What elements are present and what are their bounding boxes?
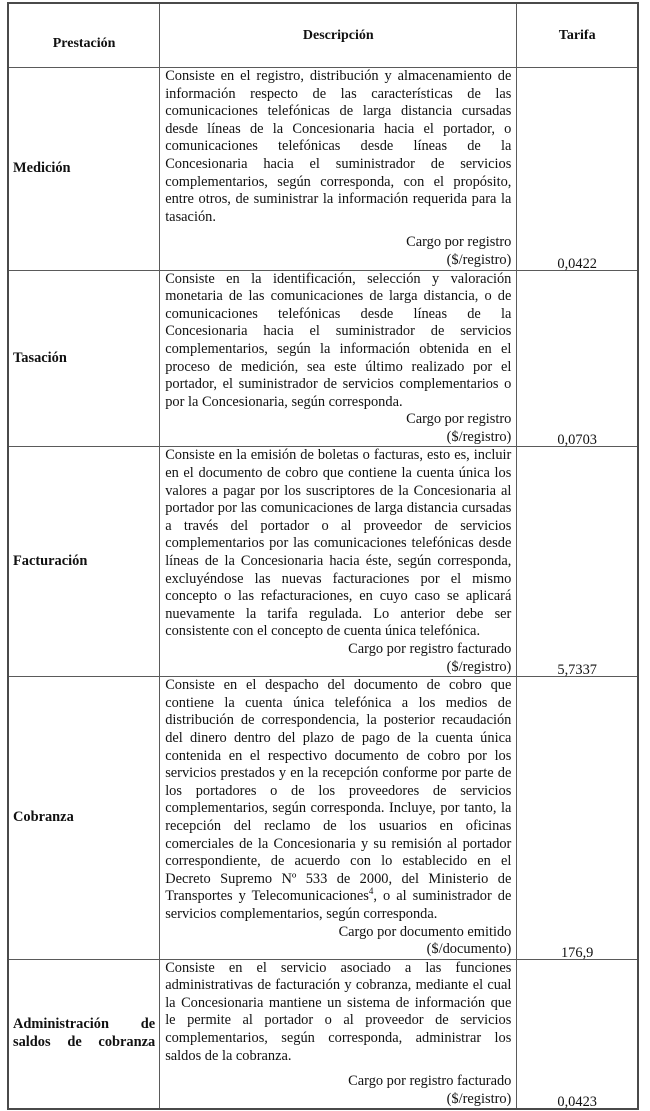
- tariff-table: [7, 2, 639, 1110]
- tarifa-value: 176,9: [560, 944, 594, 961]
- descripcion-cell: [160, 677, 517, 960]
- tarifa-cell: [517, 447, 638, 677]
- descripcion-text: Consiste en el servicio asociado a las funciones administrativas de facturación y cobranza, mediante el cual la Concesionaria mantiene un sistema de información que le permite al portador o al proveedor de servicios complementarios, según corresponda, administrar los saldos de la cobranza.: [165, 959, 512, 1064]
- tarifa-cell: [517, 959, 638, 1109]
- header-prestacion: Prestación: [8, 3, 160, 68]
- cargo-label: Cargo por documento emitido: [338, 923, 512, 940]
- cargo-label: Cargo por registro: [406, 411, 512, 428]
- prestacion-cell: Medición: [8, 68, 160, 271]
- descripcion-text-part: Consiste en el despacho del documento de cobro que contiene la cuenta única telefónica a los medios de distribución de correspondencia, la posterior recaudación del dinero dentro del plazo de pago de la cuenta única contenida en el respectivo documento de cobro por los servicios prestados y en la recepción conforme por parte de los portadores o de los proveedores de servicios complementarios, según corresponda. Incluye, por tanto, la recepción del reclamo de los usuarios en oficinas comerciales de la Concesionaria y su remisión al portador correspondiente, de acuerdo con lo establecido en el Decreto Supremo Nº 533 de 2000, del Ministerio de Transportes y Telecomunicaciones: [165, 677, 512, 905]
- header-descripcion: Descripción: [160, 3, 517, 68]
- unit-label: ($/documento): [426, 941, 512, 958]
- table-row: [8, 270, 638, 447]
- tarifa-value: 0,0703: [557, 432, 597, 449]
- tarifa-cell: [517, 68, 638, 271]
- tarifa-value: 0,0422: [557, 255, 597, 272]
- prestacion-cell: Cobranza: [8, 677, 160, 960]
- tarifa-value: 5,7337: [557, 662, 597, 679]
- cargo-label: Cargo por registro facturado: [348, 1073, 512, 1090]
- prestacion-cell: Administración de saldos de cobranza: [8, 959, 160, 1109]
- tarifa-value: 0,0423: [557, 1094, 597, 1111]
- cargo-label: Cargo por registro facturado: [348, 641, 512, 657]
- unit-label: ($/registro): [446, 658, 512, 675]
- table-row: [8, 447, 638, 677]
- tarifa-cell: [517, 270, 638, 447]
- descripcion-cell: [160, 68, 517, 271]
- footnote-marker: 4: [368, 886, 374, 897]
- descripcion-cell: [160, 447, 517, 677]
- prestacion-cell: Tasación: [8, 270, 160, 447]
- unit-label: ($/registro): [446, 1090, 512, 1107]
- header-tarifa: Tarifa: [517, 3, 638, 68]
- unit-label: ($/registro): [446, 251, 512, 268]
- cargo-label: Cargo por registro: [406, 234, 512, 251]
- table-row: [8, 959, 638, 1109]
- descripcion-text: Consiste en el registro, distribución y almacenamiento de información respecto de las características de las comunicaciones telefónicas de larga distancia cursadas desde líneas de la Concesionaria hacia el portador, o comunicaciones telefónicas desde líneas de la Concesionaria hacia el suministrador de servicios complementarios, según corresponda, con el propósito, entre otros, de suministrar la información requerida para la tasación.: [165, 68, 512, 225]
- descripcion-text: Consiste en la identificación, selección y valoración monetaria de las comunicaciones de larga distancia, o de comunicaciones telefónicas desde líneas de la Concesionaria hacia el suministrador de servicios complementarios, según la información obtenida en el proceso de medición, sea este último realizado por el portador, el suministrador de servicios complementarios o por la Concesionaria, según corresponda.: [165, 270, 512, 410]
- table-row: [8, 68, 638, 271]
- descripcion-text: [165, 677, 511, 923]
- descripcion-text-part: , o al suministrador de servicios complementarios, según corresponda.: [165, 888, 512, 922]
- prestacion-cell: Facturación: [8, 447, 160, 677]
- header-row: [8, 3, 638, 68]
- descripcion-cell: [160, 959, 517, 1109]
- unit-label: ($/registro): [446, 428, 512, 445]
- descripcion-text: Consiste en la emisión de boletas o facturas, esto es, incluir en el documento de cobro que contiene la cuenta única los valores a pagar por los suscriptores de la Concesionaria al portador por las comunicaciones de larga distancia cursadas a través del portador o al proveedor de servicios complementarios por las comunicaciones telefónicas desde líneas de la Concesionaria hacia éste, según corresponda, excluyéndose las nuevas facturaciones por el mismo concepto o las refacturaciones, en cuyo caso se aplicará nuevamente la tarifa regulada. Lo anterior debe ser consistente con el concepto de cuenta única telefónica.: [165, 447, 512, 640]
- descripcion-cell: [160, 270, 517, 447]
- tarifa-cell: [517, 677, 638, 960]
- table-row: [8, 677, 638, 960]
